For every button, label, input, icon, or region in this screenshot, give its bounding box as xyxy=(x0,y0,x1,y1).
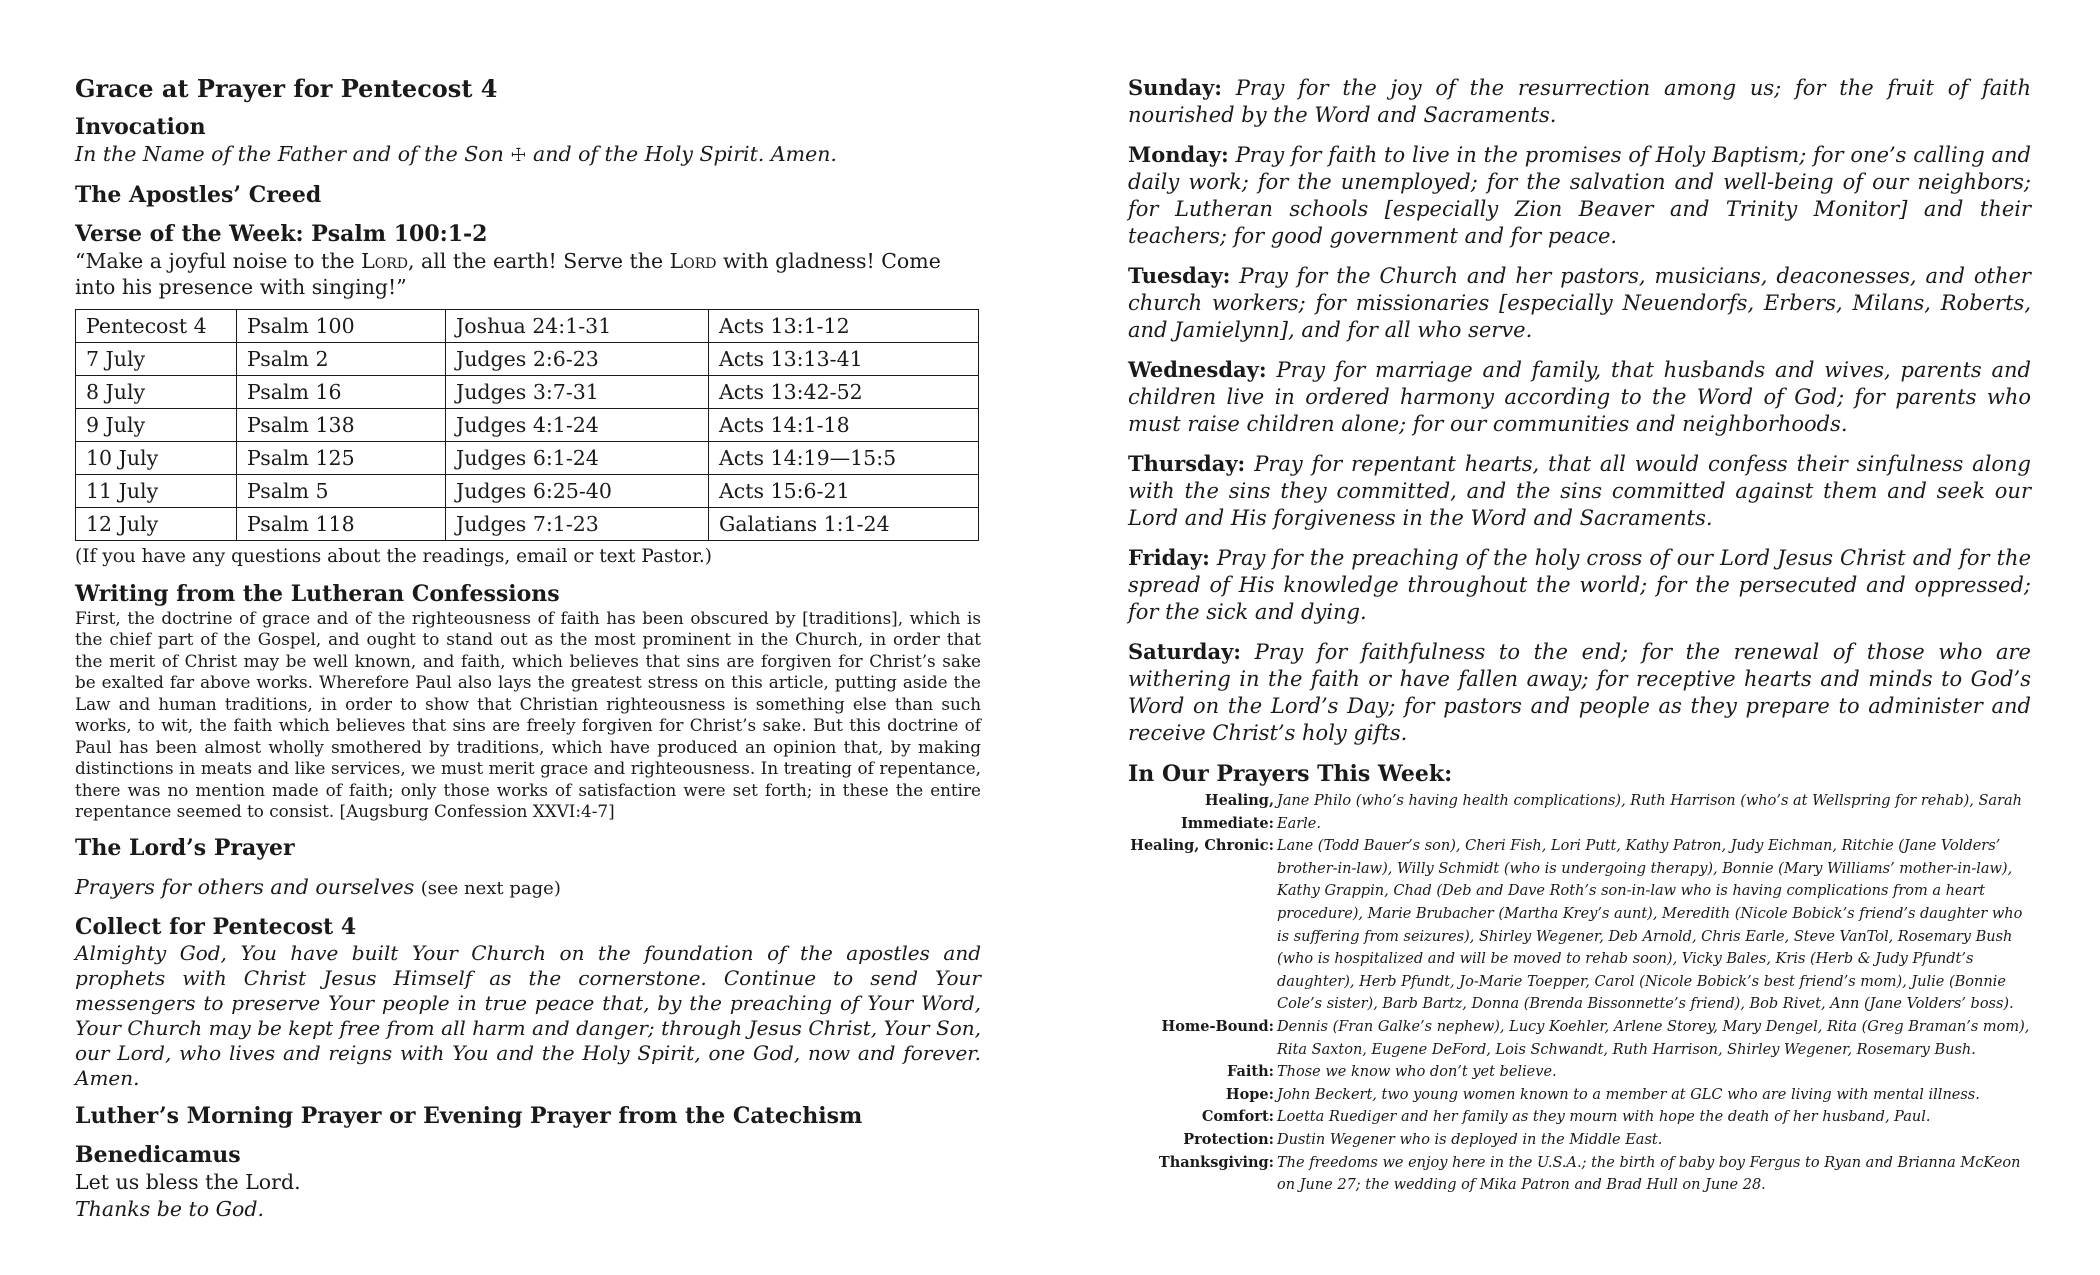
day-text: Pray for repentant hearts, that all would confess their sinfulness along with the sins they committed, and the sins committed against them and seek our Lord and His forgiveness in the Word and Sacraments. xyxy=(1128,452,2031,530)
left-column xyxy=(75,74,981,1222)
invocation-heading: Invocation xyxy=(75,114,206,140)
prayer-names: Dennis (Fran Galke’s nephew), Lucy Koehler, Arlene Storey, Mary Dengel, Rita (Greg Braman’s mom), Rita Saxton, Eugene DeFord, Lois Schwandt, Ruth Harrison, Shirley Wegener, Rosemary Bush. xyxy=(1277,1018,2030,1058)
verse-part-3: with gladness! Come into his presence with singing!” xyxy=(75,248,941,299)
prayer-item xyxy=(1128,790,2031,835)
table-row xyxy=(76,441,979,474)
prayer-item xyxy=(1128,1084,2031,1107)
table-cell: Galatians 1:1-24 xyxy=(709,507,979,540)
table-row xyxy=(76,342,979,375)
verse-lord-2: Lord xyxy=(669,248,717,273)
table-cell: Judges 4:1-24 xyxy=(446,408,709,441)
table-cell: Judges 3:7-31 xyxy=(446,375,709,408)
day-text: Pray for the joy of the resurrection among us; for the fruit of faith nourished by the Word and Sacraments. xyxy=(1128,76,2031,127)
right-column xyxy=(1128,74,2031,1197)
benedicamus-section xyxy=(75,1142,981,1222)
day-prayer xyxy=(1128,74,2031,129)
verse-text xyxy=(75,248,981,301)
daily-prayers xyxy=(1128,74,2031,747)
prayer-names: The freedoms we enjoy here in the U.S.A.; the birth of baby boy Fergus to Ryan and Brianna McKeon on June 27; the wedding of Mika Patron and Brad Hull on June 28. xyxy=(1277,1154,2021,1194)
table-row xyxy=(76,408,979,441)
prayer-item xyxy=(1128,1129,2031,1152)
table-cell: Acts 13:13-41 xyxy=(709,342,979,375)
collect-heading: Collect for Pentecost 4 xyxy=(75,914,357,940)
prayer-category: Comfort: xyxy=(1201,1108,1274,1126)
confessions-text: First, the doctrine of grace and of the righteousness of faith has been obscured by [traditions], which is the chief part of the Gospel, and ought to stand out as the most prominent in the Church, in order that the merit of Christ may be well known, and faith, which believes that sins are forgiven for Christ’s sake be exalted far above works. Wherefore Paul also lays the greatest stress on this article, putting aside the Law and human traditions, in order to show that Christian righteousness is something else than such works, to wit, the faith which believes that sins are freely forgiven for Christ’s sake. But this doctrine of Paul has been almost wholly smothered by traditions, which have produced an opinion that, by making distinctions in meats and like services, we must merit grace and righteousness. In treating of repentance, there was no mention made of faith; only those works of satisfaction were set forth; in these the entire repentance seemed to consist. [Augsburg Confession XXVI:4-7] xyxy=(75,607,981,821)
table-cell: 12 July xyxy=(76,507,237,540)
day-label: Sunday: xyxy=(1128,75,1222,100)
table-cell: 8 July xyxy=(76,375,237,408)
day-prayer xyxy=(1128,544,2031,626)
table-cell: Acts 15:6-21 xyxy=(709,474,979,507)
table-cell: Acts 14:1-18 xyxy=(709,408,979,441)
verse-lord-1: Lord xyxy=(361,248,408,273)
table-cell: 10 July xyxy=(76,441,237,474)
luther-heading: Luther’s Morning Prayer or Evening Prayer from the Catechism xyxy=(75,1103,863,1129)
day-prayer xyxy=(1128,356,2031,438)
prayer-item xyxy=(1128,1152,2031,1197)
table-row xyxy=(76,507,979,540)
table-cell: Acts 14:19—15:5 xyxy=(709,441,979,474)
table-cell: Psalm 2 xyxy=(237,342,446,375)
lords-prayer-section xyxy=(75,835,981,903)
invocation-text-after: and of the Holy Spirit. Amen. xyxy=(533,142,837,166)
confessions-section xyxy=(75,581,981,823)
table-cell: Psalm 138 xyxy=(237,408,446,441)
day-prayer xyxy=(1128,262,2031,344)
collect-section xyxy=(75,914,981,1091)
day-label: Saturday: xyxy=(1128,639,1242,664)
day-label: Monday: xyxy=(1128,142,1229,167)
see-next-page: (see next page) xyxy=(420,877,561,899)
prayer-item xyxy=(1128,1106,2031,1129)
prayer-category: Faith: xyxy=(1227,1063,1274,1081)
table-cell: Psalm 5 xyxy=(237,474,446,507)
table-cell: Pentecost 4 xyxy=(76,309,237,342)
prayer-names: Jane Philo (who’s having health complications), Ruth Harrison (who’s at Wellspring for rehab), Sarah Earle. xyxy=(1277,793,2022,832)
table-row xyxy=(76,309,979,342)
day-prayer xyxy=(1128,638,2031,747)
table-cell: 11 July xyxy=(76,474,237,507)
day-label: Thursday: xyxy=(1128,451,1246,476)
prayers-for-others-text: Prayers for others and ourselves xyxy=(75,874,415,899)
table-cell: Judges 2:6-23 xyxy=(446,342,709,375)
table-cell: Acts 13:1-12 xyxy=(709,309,979,342)
benedicamus-heading: Benedicamus xyxy=(75,1142,241,1168)
day-label: Friday: xyxy=(1128,545,1210,570)
table-cell: 7 July xyxy=(76,342,237,375)
table-row xyxy=(76,474,979,507)
prayer-category: Protection: xyxy=(1183,1130,1274,1148)
invocation-section xyxy=(75,114,981,170)
prayer-category: Healing, Chronic: xyxy=(1130,837,1274,855)
day-text: Pray for the Church and her pastors, musicians, deaconesses, and other church workers; for missionaries [especially Neuendorfs, Erbers, Milans, Roberts, and Jamielynn], and for all who serve. xyxy=(1128,264,2031,342)
collect-text: Almighty God, You have built Your Church on the foundation of the apostles and prophets with Christ Jesus Himself as the cornerstone. Continue to send Your messengers to preserve Your people in true peace that, by the preaching of Your Word, Your Church may be kept free from all harm and danger; through Jesus Christ, Your Son, our Lord, who lives and reigns with You and the Holy Spirit, one God, now and forever. Amen. xyxy=(75,941,981,1090)
invocation-text-before: In the Name of the Father and of the Son xyxy=(75,142,504,166)
verse-part-2: , all the earth! Serve the xyxy=(407,248,664,273)
prayer-category: Thanksgiving: xyxy=(1158,1153,1274,1171)
prayer-item xyxy=(1128,1061,2031,1084)
benedicamus-line-2: Thanks be to God. xyxy=(75,1196,264,1221)
day-label: Tuesday: xyxy=(1128,263,1231,288)
table-cell: Judges 6:1-24 xyxy=(446,441,709,474)
table-cell: Psalm 125 xyxy=(237,441,446,474)
lords-prayer-heading: The Lord’s Prayer xyxy=(75,834,295,861)
day-label: Wednesday: xyxy=(1128,357,1267,382)
prayer-names: Loetta Ruediger and her family as they mourn with hope the death of her husband, Paul. xyxy=(1277,1109,1931,1126)
prayer-names: Lane (Todd Bauer’s son), Cheri Fish, Lori Putt, Kathy Patron, Judy Eichman, Ritchie (Jane Volders’ brother-in-law), Willy Schmidt (who is undergoing therapy), Bonnie (Mary Williams’ mother-in-law), Kathy Grappin, Chad (Deb and Dave Roth’s son-in-law who is having complications from a heart procedure), Marie Brubacher (Martha Krey’s aunt), Meredith (Nicole Bobick’s friend’s daughter who is suffering from seizures), Shirley Wegener, Deb Arnold, Chris Earle, Steve VanTol, Rosemary Bush (who is hospitalized and will be moved to rehab soon), Vicky Bales, Kris (Herb & Judy Pfundt’s daughter), Herb Pfundt, Jo-Marie Toepper, Carol (Nicole Bobick’s best friend’s mom), Julie (Bonnie Cole’s sister), Barb Bartz, Donna (Brenda Bissonnette’s friend), Bob Rivet, Ann (Jane Volders’ boss). xyxy=(1277,838,2023,1013)
table-cell: Judges 7:1-23 xyxy=(446,507,709,540)
confessions-heading: Writing from the Lutheran Confessions xyxy=(75,580,560,607)
table-row xyxy=(76,375,979,408)
benedicamus-line-1: Let us bless the Lord. xyxy=(75,1170,301,1194)
day-text: Pray for faithfulness to the end; for the renewal of those who are withering in the faith or have fallen away; for receptive hearts and minds to God’s Word on the Lord’s Day; for pastors and people as they prepare to administer and receive Christ’s holy gifts. xyxy=(1128,640,2031,745)
prayer-category: Hope: xyxy=(1225,1085,1274,1103)
creed-heading: The Apostles’ Creed xyxy=(75,181,322,208)
prayer-item xyxy=(1128,835,2031,1016)
creed-section xyxy=(75,182,981,209)
prayer-names: John Beckert, two young women known to a member at GLC who are living with mental illness. xyxy=(1277,1086,1980,1103)
luther-section xyxy=(75,1103,981,1130)
table-cell: Psalm 118 xyxy=(237,507,446,540)
table-cell: Psalm 16 xyxy=(237,375,446,408)
page-title: Grace at Prayer for Pentecost 4 xyxy=(75,74,498,103)
prayers-for-others xyxy=(75,874,981,903)
table-cell: 9 July xyxy=(76,408,237,441)
prayer-names: Dustin Wegener who is deployed in the Middle East. xyxy=(1277,1131,1663,1148)
day-prayer xyxy=(1128,450,2031,532)
prayer-list xyxy=(1128,790,2031,1197)
cross-icon: ☩ xyxy=(510,145,527,166)
prayers-heading: In Our Prayers This Week: xyxy=(1128,761,1453,787)
verse-part-1: “Make a joyful noise to the xyxy=(75,248,355,273)
day-prayer xyxy=(1128,141,2031,250)
day-text: Pray for faith to live in the promises of Holy Baptism; for one’s calling and daily work; for the unemployed; for the salvation and well-being of our neighbors; for Lutheran schools [especially Zion Beaver and Trinity Monitor] and their teachers; for good government and for peace. xyxy=(1128,143,2031,248)
invocation-text xyxy=(75,141,981,170)
prayer-category: Home-Bound: xyxy=(1161,1017,1274,1035)
day-text: Pray for the preaching of the holy cross of our Lord Jesus Christ and for the spread of His knowledge throughout the world; for the persecuted and oppressed; for the sick and dying. xyxy=(1128,546,2031,624)
table-cell: Judges 6:25-40 xyxy=(446,474,709,507)
verse-heading: Verse of the Week: Psalm 100:1-2 xyxy=(75,220,488,247)
prayer-item xyxy=(1128,1016,2031,1061)
readings-note: (If you have any questions about the readings, email or text Pastor.) xyxy=(75,545,712,567)
prayer-category: Healing, Immediate: xyxy=(1180,792,1274,832)
readings-table xyxy=(75,309,979,541)
day-text: Pray for marriage and family, that husbands and wives, parents and children live in ordered harmony according to the Word of God; for parents who must raise children alone; for our communities and neighborhoods. xyxy=(1128,358,2031,436)
table-cell: Psalm 100 xyxy=(237,309,446,342)
table-cell: Joshua 24:1-31 xyxy=(446,309,709,342)
table-cell: Acts 13:42-52 xyxy=(709,375,979,408)
verse-section xyxy=(75,221,981,301)
prayer-names: Those we know who don’t yet believe. xyxy=(1277,1064,1557,1081)
